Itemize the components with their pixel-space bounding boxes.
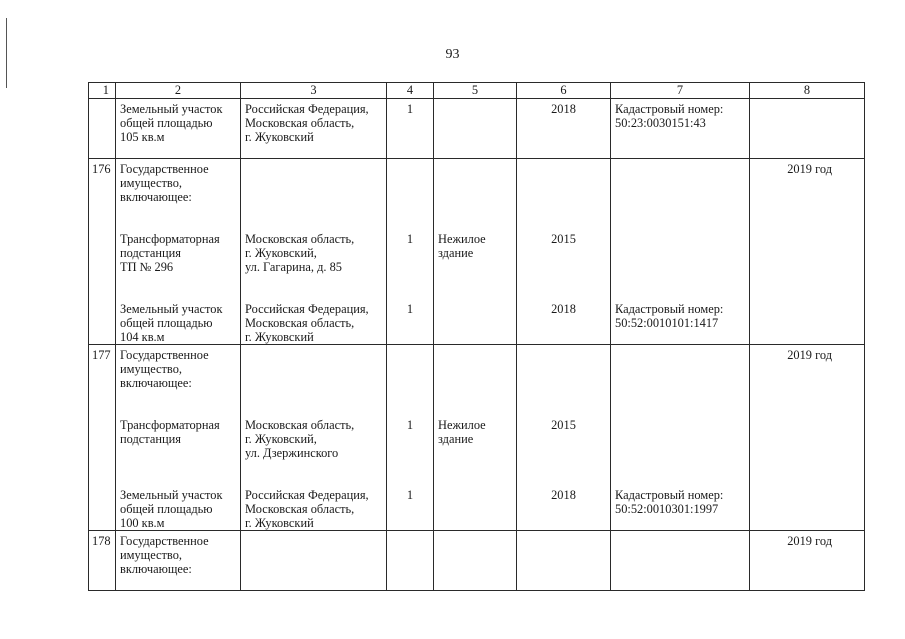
quantity-cell: [387, 531, 434, 591]
object-name-line: ТП № 296: [120, 260, 174, 274]
object-kind-line: Нежилое: [438, 418, 486, 432]
object-name-line: Трансформаторная: [120, 232, 220, 246]
row-number: 176: [89, 159, 116, 345]
address-line: Московская область,: [245, 502, 355, 516]
table-row: [89, 159, 865, 345]
year-cell: [517, 345, 611, 531]
address-line: Российская Федерация,: [245, 302, 369, 316]
year-cell: [517, 531, 611, 591]
object-name-line: Земельный участок: [120, 302, 223, 316]
table-row: [89, 99, 865, 159]
column-header-2: 2: [116, 83, 241, 99]
address-line: Московская область,: [245, 418, 355, 432]
year-cell: 2018: [517, 99, 611, 159]
object-name-cell: [116, 159, 241, 345]
cadastral-number: 50:23:0030151:43: [615, 116, 706, 130]
column-header-3: 3: [241, 83, 387, 99]
quantity-value: 1: [406, 488, 414, 502]
address-line: г. Жуковский: [245, 516, 314, 530]
column-header-5: 5: [434, 83, 517, 99]
address-cell: [241, 345, 387, 531]
object-name-line: Трансформаторная: [120, 418, 220, 432]
quantity-cell: [387, 159, 434, 345]
cadastral-cell: [611, 345, 750, 531]
page-number: 93: [445, 47, 460, 62]
year-cell: [517, 159, 611, 345]
address-line: Московская область,: [245, 116, 355, 130]
object-name-line: общей площадью: [120, 316, 213, 330]
cadastral-label: Кадастровый номер:: [615, 302, 724, 316]
cadastral-number: 50:52:0010101:1417: [615, 316, 719, 330]
group-header-line: включающее:: [120, 562, 192, 576]
object-name-line: подстанция: [120, 246, 181, 260]
table-row: [89, 531, 865, 591]
address-cell: [241, 531, 387, 591]
address-cell: [241, 99, 387, 159]
address-line: г. Жуковский,: [245, 246, 317, 260]
column-header-4: 4: [387, 83, 434, 99]
group-header-line: имущество,: [120, 176, 182, 190]
object-name-line: Земельный участок: [120, 102, 223, 116]
object-name-line: 100 кв.м: [120, 516, 165, 530]
address-cell: [241, 159, 387, 345]
year-value: 2015: [551, 418, 576, 432]
table-row: [89, 345, 865, 531]
object-name-cell: [116, 99, 241, 159]
column-header-7: 7: [611, 83, 750, 99]
column-header-1: 1: [89, 83, 116, 99]
cadastral-cell: [611, 159, 750, 345]
address-line: г. Жуковский,: [245, 432, 317, 446]
property-table: [88, 82, 865, 591]
address-line: г. Жуковский: [245, 130, 314, 144]
quantity-cell: 1: [387, 99, 434, 159]
object-kind-line: Нежилое: [438, 232, 486, 246]
year-value: 2018: [551, 488, 576, 502]
row-number: [89, 99, 116, 159]
quantity-value: 1: [406, 418, 414, 432]
group-header-line: Государственное: [120, 348, 209, 362]
address-line: г. Жуковский: [245, 330, 314, 344]
object-kind-cell: [434, 345, 517, 531]
year-value: 2018: [551, 302, 576, 316]
cadastral-label: Кадастровый номер:: [615, 102, 724, 116]
remark-cell: 2019 год: [750, 531, 865, 591]
quantity-value: 1: [406, 232, 414, 246]
object-name-line: общей площадью: [120, 502, 213, 516]
object-kind-line: здание: [438, 246, 474, 260]
object-kind-cell: [434, 159, 517, 345]
cadastral-label: Кадастровый номер:: [615, 488, 724, 502]
row-number: 177: [89, 345, 116, 531]
object-kind-line: здание: [438, 432, 474, 446]
group-header-line: имущество,: [120, 362, 182, 376]
address-line: Московская область,: [245, 316, 355, 330]
object-name-line: 104 кв.м: [120, 330, 165, 344]
group-header-line: имущество,: [120, 548, 182, 562]
object-name-cell: [116, 345, 241, 531]
remark-cell: [750, 99, 865, 159]
quantity-cell: [387, 345, 434, 531]
column-header-6: 6: [517, 83, 611, 99]
address-line: ул. Дзержинского: [245, 446, 339, 460]
remark-cell: 2019 год: [750, 159, 865, 345]
remark-cell: 2019 год: [750, 345, 865, 531]
group-header-line: включающее:: [120, 190, 192, 204]
group-header-line: Государственное: [120, 162, 209, 176]
group-header-line: включающее:: [120, 376, 192, 390]
row-number: 178: [89, 531, 116, 591]
object-name-line: подстанция: [120, 432, 181, 446]
object-name-line: Земельный участок: [120, 488, 223, 502]
header-row: [89, 83, 865, 99]
group-header-line: Государственное: [120, 534, 209, 548]
object-name-line: общей площадью: [120, 116, 213, 130]
year-value: 2015: [551, 232, 576, 246]
quantity-value: 1: [406, 302, 414, 316]
address-line: Российская Федерация,: [245, 102, 369, 116]
address-line: ул. Гагарина, д. 85: [245, 260, 343, 274]
column-header-8: 8: [750, 83, 865, 99]
object-kind-cell: [434, 531, 517, 591]
address-line: Российская Федерация,: [245, 488, 369, 502]
object-name-line: 105 кв.м: [120, 130, 165, 144]
object-name-cell: [116, 531, 241, 591]
cadastral-number: 50:52:0010301:1997: [615, 502, 719, 516]
cadastral-cell: [611, 99, 750, 159]
object-kind-cell: [434, 99, 517, 159]
address-line: Московская область,: [245, 232, 355, 246]
cadastral-cell: [611, 531, 750, 591]
